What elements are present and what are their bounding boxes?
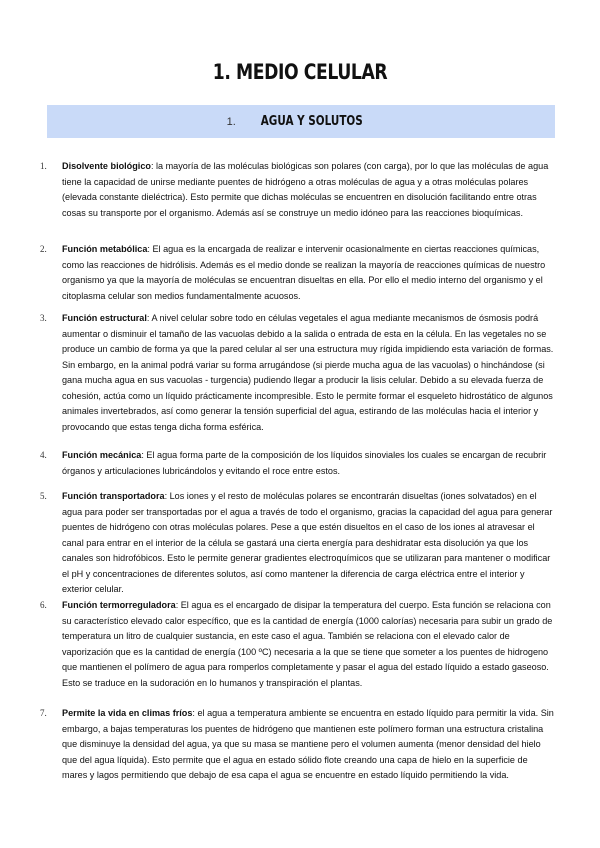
list-number: 6. <box>40 600 47 610</box>
section-heading <box>47 105 555 138</box>
item-text: : la mayoría de las moléculas biológicas son polares (con carga), por lo que las moléculas de agua tiene la capacidad de unirse mediante puentes de hidrógeno a otras moléculas de agua y a otras moléculas polares (elevada constante dieléctrica). Esto permite que dichas moléculas se encuentren en disolución facilitando entre otras cosas su transporte por el organismo. Además así se construye un medio idóneo para las reacciones bioquímicas. <box>62 161 549 218</box>
section-number: 1. <box>226 115 236 128</box>
item-term: Función transportadora <box>62 491 165 501</box>
list-item <box>40 489 555 598</box>
item-term: Función termorreguladora <box>62 600 176 610</box>
page-title: 1. MEDIO CELULAR <box>212 60 388 84</box>
item-term: Función mecánica <box>62 450 142 460</box>
list-number: 2. <box>40 244 47 254</box>
item-term: Disolvente biológico <box>62 161 151 171</box>
list-item <box>40 448 555 479</box>
item-text: : A nivel celular sobre todo en células vegetales el agua mediante mecanismos de ósmosis podrá aumentar o disminuir el tamaño de las vacuolas debido a la salida o entrada de esta en la célula. En las vegetales no se produce un cambio de forma ya que la pared celular al ser una estructura muy rígida impidiendo esta variación de formas. Sin embargo, en la animal podrá variar su forma arrugándose (si pierde mucha agua de las vacuolas) o hinchándose (si gana mucha agua en sus vacuolas - turgencia) pudiendo llegar a producir la lisis celular. Debido a su elevada fuerza de cohesión, actúa como un líquido prácticamente incompresible. Esto le permite formar el esqueleto hidrostático de algunos animales invertebrados, así como generar la tensión superficial del agua, estirando de las moléculas hacia el interior y provocando que estas tenga dicha forma esférica. <box>62 313 554 432</box>
list-number: 7. <box>40 708 47 718</box>
item-term: Función metabólica <box>62 244 148 254</box>
list-item <box>40 706 555 784</box>
item-term: Función estructural <box>62 313 147 323</box>
item-text: : el agua a temperatura ambiente se encuentra en estado líquido para permitir la vida. Sin embargo, a bajas temperaturas los puentes de hidrógeno que mantienen este polímero forman una estructura cristalina que disminuye la densidad del agua, ya que su masa se mantiene pero el volumen aumenta (menor densidad del hielo que del agua líquida). Esto permite que el agua en estado sólido flote creando una capa de hielo en la superficie de mares y lagos permitiendo que debajo de esa capa el agua se encuentre en estado líquido permitiendo la vida. <box>62 708 554 780</box>
list-item <box>40 311 555 435</box>
section-label: AGUA Y SOLUTOS <box>260 114 363 129</box>
list-number: 5. <box>40 491 47 501</box>
list-item <box>40 598 555 691</box>
list-number: 3. <box>40 313 47 323</box>
list-item <box>40 159 555 221</box>
list-number: 1. <box>40 161 47 171</box>
list-number: 4. <box>40 450 47 460</box>
item-text: : El agua es la encargada de realizar e intervenir ocasionalmente en ciertas reacciones químicas, como las reacciones de hidrólisis. Además es el medio donde se realizan la mayoría de reacciones químicas de nuestro organismo ya que la mayoría de moléculas se encuentran disueltas en ella. Por ello el medio interno del organismo y el citoplasma celular son medios fundamentalmente acuosos. <box>62 244 546 301</box>
item-text: : El agua forma parte de la composición de los líquidos sinoviales los cuales se encargan de recubrir órganos y articulaciones lubricándolos y evitando el roce entre estos. <box>62 450 547 476</box>
item-text: : Los iones y el resto de moléculas polares se encontrarán disueltas (iones solvatados) en el agua para poder ser transportadas por el agua a través de todo el organismo, gracias la capacidad del agua para generar puentes de hidrógeno con otras moléculas polares. Pese a que estén disueltos en el caso de los iones al atravesar el canal para entrar en el interior de la célula se gastará una cierta energía para deshidratar esta disolución ya que los canales son hidrofóbicos. Esto le permite generar gradientes electroquímicos que se utilizaran para mantener o modificar el pH y concentraciones de diferentes solutos, así como mantener la diferencia de carga eléctrica entre el interior y exterior celular. <box>62 491 553 594</box>
item-term: Permite la vida en climas fríos <box>62 708 193 718</box>
item-text: : El agua es el encargado de disipar la temperatura del cuerpo. Esta función se relaciona con su característico elevado calor específico, que es la cantidad de energía (1000 calorías) necesaria para subir un grado de temperatura un litro de cualquier sustancia, en este caso el agua. También se relaciona con el elevado calor de vaporización que es la cantidad de energía (100 ºC) necesaria a la que se tiene que someter a los puentes de hidrogeno que mantienen el polímero de agua para romperlos completamente y pasar el agua del estado líquido a estado gaseoso. Esto se traduce en la sudoración en lo humanos y transpiración el plantas. <box>62 600 553 688</box>
list-item <box>40 242 555 304</box>
